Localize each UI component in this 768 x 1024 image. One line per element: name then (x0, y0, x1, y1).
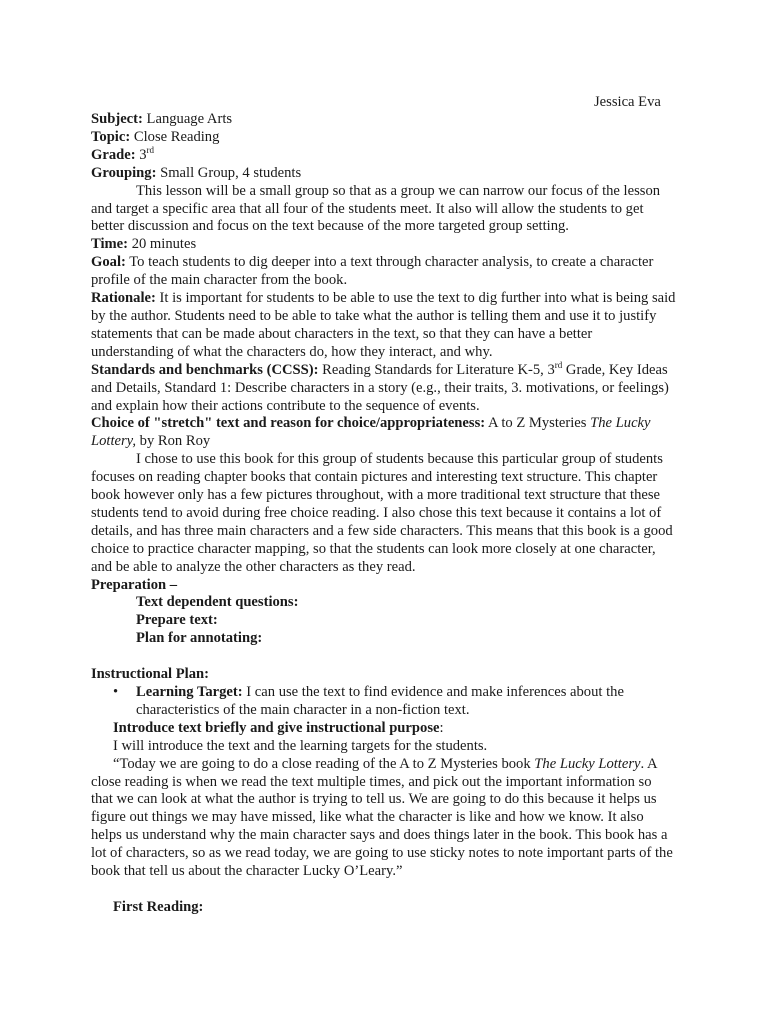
intro-quote: “Today we are going to do a close reading of the A to Z Mysteries book The Lucky Lottery. A close reading is when we read the text multiple times, and pick out the important information so that we can look at what the author is trying to tell us. We are going to do this because it helps us figure out things we may have missed, like what the character is like and how we know. It also helps us understand why the main character says and does things later in the book. This book has a lot of characters, so as we read today, we are going to use sticky notes to note important parts of the book that tell us about the character Lucky O’Leary.” (91, 755, 673, 880)
goal-value: To teach students to dig deeper into a text through character analysis, to create a character profile of the main character from the book. (91, 254, 654, 289)
preparation-heading: Preparation – (91, 576, 178, 593)
learning-target-item (91, 684, 676, 720)
grouping-label: Grouping: (91, 164, 157, 181)
topic-label: Topic: (91, 128, 131, 145)
prep-item-questions: Text dependent questions: (136, 594, 299, 611)
standards-label: Standards and benchmarks (CCSS): (91, 361, 319, 378)
prep-item-annotating: Plan for annotating: (136, 630, 263, 647)
grouping-paragraph: This lesson will be a small group so that as a group we can narrow our focus of the lesson and target a specific area that all four of the students meet. It also will allow the students to get better discussion and focus on the text because of the more targeted group setting. (91, 182, 661, 235)
rationale-value: It is important for students to be able to use the text to dig further into what is being said by the author. Students need to be able to take what the author is telling them and use it to justify statements that can be made about characters in the text, so that they can have a better understanding of what the characters do, how they interact, and why. (91, 290, 676, 360)
grade-label: Grade: (91, 146, 136, 163)
intro-heading: Introduce text briefly and give instructional purpose: (113, 719, 444, 736)
choice-paragraph: I chose to use this book for this group of students because this particular group of students focuses on reading chapter books that contain pictures and interesting text structure. This chapter book however only has a few pictures throughout, with a more traditional text structure that these students tend to avoid during free choice reading. I also chose this text because it contains a lot of details, and has three main characters and a few side characters. This means that this book is a good choice to practice character mapping, so that the students can look more closely at one character, and be able to analyze the other characters as they read. (91, 451, 673, 575)
time-label: Time: (91, 236, 129, 253)
prep-item-text: Prepare text: (136, 612, 218, 629)
learning-target-list (91, 684, 676, 720)
standards-value-a: Reading Standards for Literature K-5, 3 (322, 361, 555, 378)
quote-book-title: The Lucky Lottery (534, 755, 641, 772)
grade-suffix: rd (146, 144, 155, 155)
choice-label: Choice of "stretch" text and reason for choice/appropriateness: (91, 415, 486, 432)
subject-line (91, 111, 676, 129)
instructional-plan-heading: Instructional Plan: (91, 666, 209, 683)
choice-line (91, 415, 676, 451)
subject-value: Language Arts (146, 111, 233, 127)
lesson-plan-body (91, 111, 676, 917)
first-reading-heading: First Reading: (113, 898, 204, 915)
choice-title: The Lucky Lottery, (91, 415, 651, 450)
goal-line (91, 254, 676, 290)
subject-label: Subject: (91, 111, 143, 127)
grade-line (91, 144, 676, 165)
choice-series: A to Z Mysteries (487, 415, 587, 432)
standards-value-b: Grade, Key Ideas and Details, Standard 1: Describe characters in a story (e.g., their traits, 3. motivations, or feelings) and explain how their actions contribute to the sequence of events. (91, 361, 669, 414)
grouping-value: Small Group, 4 students (160, 164, 302, 181)
grouping-line (91, 165, 676, 183)
learning-target-label: Learning Target: (136, 683, 243, 700)
standards-suffix: rd (554, 359, 563, 370)
goal-label: Goal: (91, 254, 126, 271)
spacer (91, 648, 676, 666)
spacer (91, 881, 676, 899)
topic-value: Close Reading (133, 128, 220, 145)
bullet-icon: • (113, 683, 119, 700)
author-name: Jessica Eva (594, 94, 661, 110)
grade-value: 3 (139, 146, 147, 163)
learning-target-text: I can use the text to find evidence and make inferences about the characteristics of the main character in a non-fiction text. (136, 683, 624, 718)
time-value: 20 minutes (131, 236, 197, 253)
time-line (91, 236, 676, 254)
rationale-label: Rationale: (91, 290, 156, 307)
intro-line: I will introduce the text and the learning targets for the students. (113, 737, 488, 754)
standards-line (91, 359, 676, 416)
choice-author: by Ron Roy (139, 433, 211, 450)
rationale-line (91, 290, 676, 362)
topic-line (91, 129, 676, 147)
